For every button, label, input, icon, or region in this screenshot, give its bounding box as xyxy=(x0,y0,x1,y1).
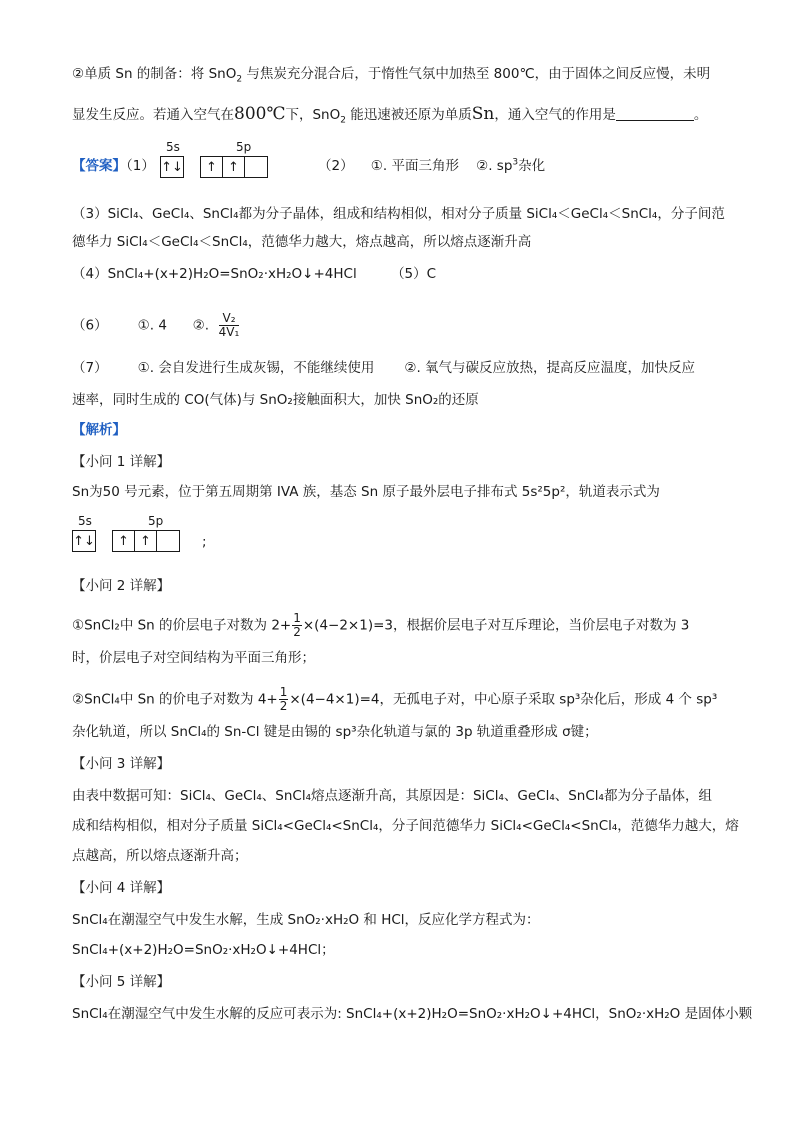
q3-line1: 由表中数据可知：SiCl₄、GeCl₄、SnCl₄熔点逐渐升高，其原因是：SiCl₄、GeCl₄、SnCl₄都为分子晶体，组 xyxy=(72,788,712,804)
temperature-800c: 800℃ xyxy=(234,104,286,124)
answer-7-line1: （7） ①. 会自发进行生成灰锡，不能继续使用 ②. 氧气与碳反应放热，提高反应温度，加快反应 xyxy=(72,360,696,376)
answer-6: （6） ①. 4 ②. $\frac{\text{V₂}}{\text{4V₁}}$ xyxy=(72,311,240,339)
q5-line1: SnCl₄在潮湿空气中发生水解的反应可表示为: SnCl₄+(x+2)H₂O=SnO₂·xH₂O↓+4HCl，SnO₂·xH₂O 是固体小颗 xyxy=(72,1006,753,1022)
q3-line2: 成和结构相似，相对分子质量 SiCl₄<GeCl₄<SnCl₄，分子间范德华力 SiCl₄<GeCl₄<SnCl₄，范德华力越大，熔 xyxy=(72,818,739,834)
orbital-5s-box: ↑↓ xyxy=(72,530,96,552)
q1-semicolon: ; xyxy=(202,534,207,550)
q2-part1-line2: 时，价层电子对空间结构为平面三角形； xyxy=(72,650,315,666)
q1-text: Sn为50 号元素，位于第五周期第 IVA 族，基态 Sn 原子最外层电子排布式 5s²5p²，轨道表示式为 xyxy=(72,484,660,500)
q2-part1-line1: ①SnCl₂中 Sn 的价层电子对数为 2+ $\frac{1}{2}$ ×(4−2×1)=3，根据价层电子对互斥理论，当价层电子对数为 3 xyxy=(72,611,690,639)
answer-blank xyxy=(616,106,694,121)
q4-line2: SnCl₄+(x+2)H₂O=SnO₂·xH₂O↓+4HCl； xyxy=(72,942,335,958)
orbital-5p-box: ↑ ↑ xyxy=(112,530,180,552)
q2-part2-line2: 杂化轨道，所以 SnCl₄的 Sn-Cl 键是由锡的 sp³杂化轨道与氯的 3p 轨道重叠形成 σ键； xyxy=(72,724,598,740)
q2-part2-line1: ②SnCl₄中 Sn 的价电子对数为 4+ $\frac{1}{2}$ ×(4−4×1)=4，无孤电子对，中心原子采取 sp³杂化后，形成 4 个 sp³ xyxy=(72,685,718,713)
q4-heading: 【小问 4 详解】 xyxy=(72,880,171,896)
para-sn-preparation-line2: 显发生反应。若通入空气在800℃下，SnO$_2$ 能迅速被还原为单质Sn，通入空气的作用是 。 xyxy=(72,104,708,126)
orbital-5p-box: ↑ ↑ xyxy=(200,156,268,178)
orbital-5s-box: ↑↓ xyxy=(160,156,184,178)
fraction-v2-4v1: $\frac{\text{V₂}}{\text{4V₁}}$ xyxy=(218,311,240,339)
q3-heading: 【小问 3 详解】 xyxy=(72,756,171,772)
q2-heading: 【小问 2 详解】 xyxy=(72,578,171,594)
analysis-label: 【解析】 xyxy=(72,422,126,438)
answer-2: （2） ①. 平面三角形 ②. $sp^3$杂化 xyxy=(318,157,546,174)
fraction-half: $\frac{1}{2}$ xyxy=(279,685,288,713)
q5-heading: 【小问 5 详解】 xyxy=(72,974,171,990)
orbital-diagram-analysis: 5s 5p ↑↓ ↑ ↑ xyxy=(72,514,212,558)
answer-3-line1: （3）SiCl₄、GeCl₄、SnCl₄都为分子晶体，组成和结构相似，相对分子质量 SiCl₄＜GeCl₄＜SnCl₄，分子间范 xyxy=(72,206,725,222)
answer-label: 【答案】 xyxy=(72,158,126,174)
fraction-half: $\frac{1}{2}$ xyxy=(293,611,301,639)
para-sn-preparation-line1: ②单质 Sn 的制备：将 SnO$_2$ 与焦炭充分混合后，于惰性气氛中加热至 800℃，由于固体之间反应慢，未明 xyxy=(72,66,711,85)
q3-line3: 点越高，所以熔点逐渐升高； xyxy=(72,848,248,864)
answer-7-line2: 速率，同时生成的 CO(气体)与 SnO₂接触面积大，加快 SnO₂的还原 xyxy=(72,392,479,408)
q1-heading: 【小问 1 详解】 xyxy=(72,454,171,470)
q4-line1: SnCl₄在潮湿空气中发生水解，生成 SnO₂·xH₂O 和 HCl，反应化学方程式为： xyxy=(72,912,540,928)
orbital-diagram-answer: 5s 5p ↑↓ ↑ ↑ xyxy=(160,140,300,180)
answer-3-line2: 德华力 SiCl₄＜GeCl₄＜SnCl₄，范德华力越大，熔点越高，所以熔点逐渐升高 xyxy=(72,234,532,250)
answer-line1: 【答案】（1） xyxy=(72,158,155,174)
answer-4-5: （4）SnCl₄+(x+2)H₂O=SnO₂·xH₂O↓+4HCl （5）C xyxy=(72,266,437,282)
